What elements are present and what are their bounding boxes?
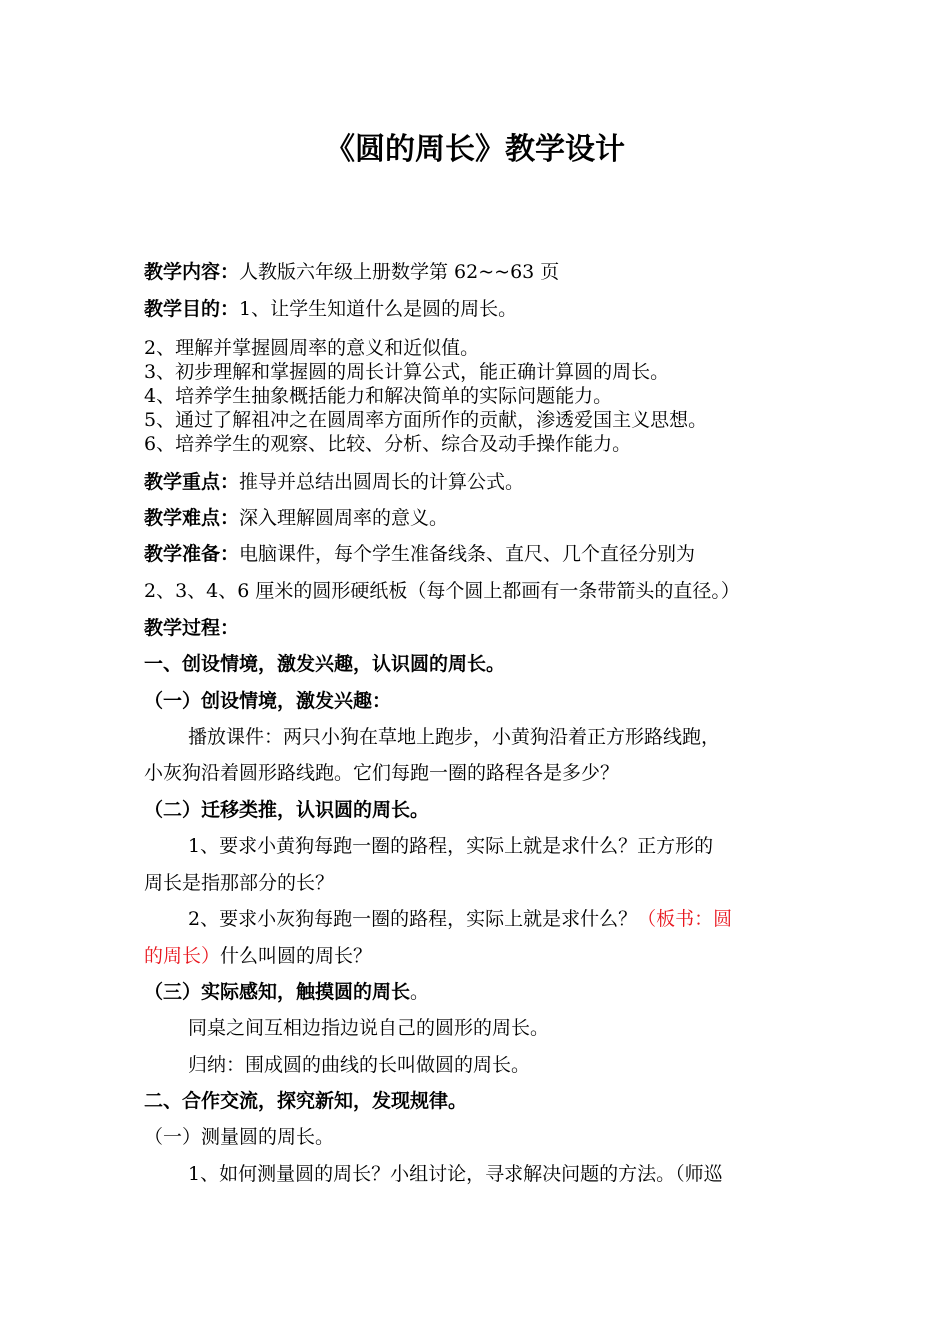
subsection-2-1-heading: （一）测量圆的周长。 xyxy=(144,1126,335,1148)
teaching-goal-line xyxy=(144,294,808,324)
teaching-goal-5: 5、通过了解祖冲之在圆周率方面所作的贡献，渗透爱国主义思想。 xyxy=(144,409,708,431)
teaching-prep-text-1: 电脑课件，每个学生准备线条、直尺、几个直径分别为 xyxy=(239,543,696,565)
subsection-1-3-heading-bold: （三）实际感知，触摸圆的周长 xyxy=(144,981,411,1003)
paragraph-1-2-b: 周长是指那部分的长？ xyxy=(144,872,335,894)
blackboard-note-end: 的周长） xyxy=(144,945,221,967)
paragraph-1-2-d-text: 什么叫圆的周长？ xyxy=(220,945,373,967)
section-1-heading: 一、创设情境，激发兴趣，认识圆的周长。 xyxy=(144,653,506,675)
teaching-goal-2: 2、理解并掌握圆周率的意义和近似值。 xyxy=(144,337,480,359)
paragraph-1-2-d xyxy=(144,941,808,971)
teaching-content-line xyxy=(144,257,808,287)
teaching-prep-line xyxy=(144,539,808,569)
teaching-difficulty-line xyxy=(144,503,808,533)
paragraph-2-1-a: 1、如何测量圆的周长？小组讨论，寻求解决问题的方法。（师巡 xyxy=(188,1163,723,1185)
teaching-key-text: 推导并总结出圆周长的计算公式。 xyxy=(239,471,525,493)
blackboard-note-start: （板书：圆 xyxy=(637,908,733,930)
teaching-goal-3: 3、初步理解和掌握圆的周长计算公式，能正确计算圆的周长。 xyxy=(144,361,670,383)
teaching-process-label: 教学过程： xyxy=(144,617,240,639)
document-title: 《圆的周长》教学设计 xyxy=(325,132,625,167)
teaching-goal-1: 1、让学生知道什么是圆的周长。 xyxy=(239,298,518,320)
paragraph-1-2-c xyxy=(188,904,808,934)
teaching-goal-label: 教学目的： xyxy=(144,298,240,320)
teaching-difficulty-text: 深入理解圆周率的意义。 xyxy=(239,507,449,529)
teaching-key-label: 教学重点： xyxy=(144,471,240,493)
subsection-1-2-heading: （二）迁移类推，认识圆的周长。 xyxy=(144,799,430,821)
teaching-prep-label: 教学准备： xyxy=(144,543,240,565)
paragraph-1-1-a: 播放课件：两只小狗在草地上跑步，小黄狗沿着正方形路线跑， xyxy=(188,726,721,748)
teaching-goal-4: 4、培养学生抽象概括能力和解决简单的实际问题能力。 xyxy=(144,385,613,407)
teaching-goal-6: 6、培养学生的观察、比较、分析、综合及动手操作能力。 xyxy=(144,433,632,455)
paragraph-1-3-a: 同桌之间互相边指边说自己的圆形的周长。 xyxy=(188,1017,550,1039)
subsection-1-3-heading xyxy=(144,977,808,1007)
teaching-content-text: 人教版六年级上册数学第 62~~63 页 xyxy=(239,261,560,283)
teaching-difficulty-label: 教学难点： xyxy=(144,507,240,529)
paragraph-1-1-b: 小灰狗沿着圆形路线跑。它们每跑一圈的路程各是多少？ xyxy=(144,762,620,784)
paragraph-1-2-a: 1、要求小黄狗每跑一圈的路程，实际上就是求什么？正方形的 xyxy=(188,835,714,857)
paragraph-1-3-b: 归纳：围成圆的曲线的长叫做圆的周长。 xyxy=(188,1054,531,1076)
section-2-heading: 二、合作交流，探究新知，发现规律。 xyxy=(144,1090,468,1112)
paragraph-1-2-c-text: 2、要求小灰狗每跑一圈的路程，实际上就是求什么？ xyxy=(188,908,638,930)
teaching-prep-text-2: 2、3、4、6 厘米的圆形硬纸板（每个圆上都画有一条带箭头的直径。） xyxy=(144,580,740,602)
subsection-1-3-heading-tail: 。 xyxy=(410,981,430,1003)
subsection-1-1-heading: （一）创设情境，激发兴趣： xyxy=(144,690,392,712)
teaching-content-label: 教学内容： xyxy=(144,261,240,283)
teaching-key-line xyxy=(144,467,808,497)
